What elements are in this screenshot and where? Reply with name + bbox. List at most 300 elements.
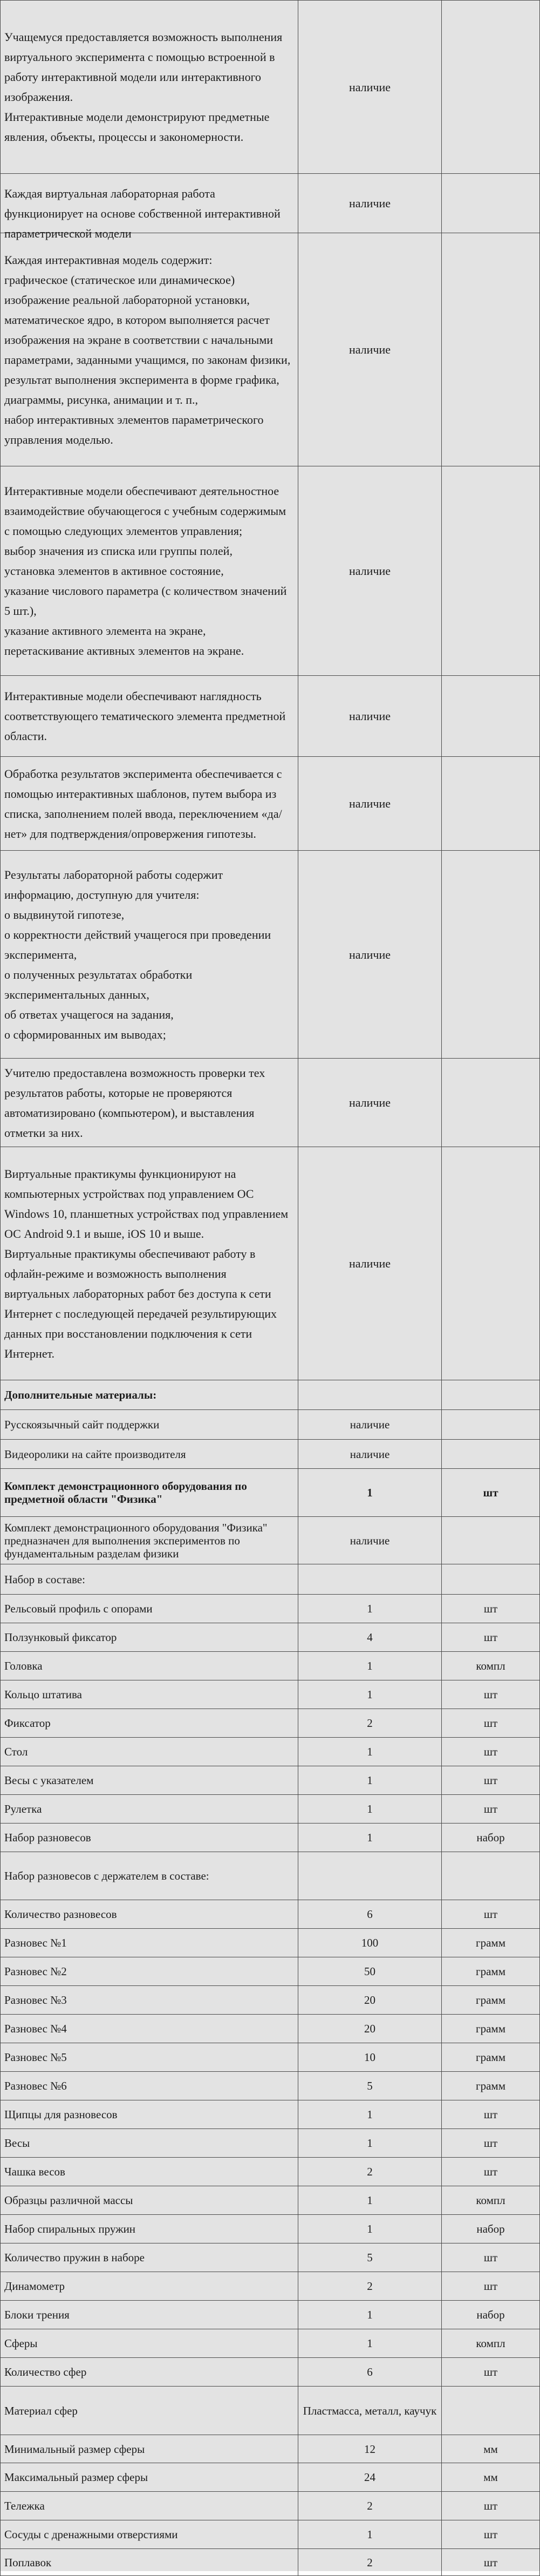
row-unit-cell xyxy=(442,2015,540,2043)
row-name-text: Поплавок xyxy=(4,2555,52,2569)
row-name-cell xyxy=(1,2129,298,2158)
row-value-cell xyxy=(298,2301,442,2329)
row-unit-text: грамм xyxy=(475,1994,505,2006)
row-value-text: 1 xyxy=(367,1745,373,1758)
row-name-text: Разновес №6 xyxy=(4,2079,67,2092)
row-value-cell xyxy=(298,2243,442,2272)
row-name-cell xyxy=(1,2435,298,2463)
row-value-text: 1 xyxy=(367,1802,373,1815)
row-value-cell xyxy=(298,1,442,174)
row-unit-cell xyxy=(442,233,540,466)
row-value-cell xyxy=(298,1059,442,1147)
table-row xyxy=(1,1709,540,1738)
row-name-cell xyxy=(1,2043,298,2072)
row-name-cell xyxy=(1,1680,298,1709)
row-value-text: 24 xyxy=(364,2471,375,2484)
row-value-cell xyxy=(298,1469,442,1517)
row-unit-text: грамм xyxy=(475,1965,505,1978)
row-value-cell xyxy=(298,1852,442,1900)
row-name-text: Материал сфер xyxy=(4,2404,78,2417)
row-unit-text: шт xyxy=(483,2528,498,2541)
row-name-cell xyxy=(1,2301,298,2329)
row-unit-text: шт xyxy=(483,2499,498,2512)
row-name-text: Весы с указателем xyxy=(4,1774,94,1787)
row-name-text: Разновес №2 xyxy=(4,1965,67,1978)
table-row xyxy=(1,2100,540,2129)
row-unit-cell xyxy=(442,1852,540,1900)
table-row xyxy=(1,2549,540,2576)
row-name-text: Количество пружин в наборе xyxy=(4,2251,145,2264)
row-unit-text: набор xyxy=(476,2222,505,2235)
row-unit-cell xyxy=(442,2301,540,2329)
row-unit-text: шт xyxy=(483,2251,498,2264)
table-row xyxy=(1,233,540,466)
row-value-cell xyxy=(298,2463,442,2492)
row-unit-cell xyxy=(442,1595,540,1623)
row-unit-cell xyxy=(442,2243,540,2272)
row-value-cell xyxy=(298,1680,442,1709)
row-unit-cell xyxy=(442,1410,540,1440)
table-row xyxy=(1,2243,540,2272)
table-row xyxy=(1,1929,540,1957)
table-row xyxy=(1,2463,540,2492)
row-value-text: 1 xyxy=(367,2337,373,2350)
row-value-text: наличие xyxy=(348,709,391,723)
row-name-cell xyxy=(1,1957,298,1986)
row-name-cell xyxy=(1,1795,298,1823)
row-value-text: 1 xyxy=(367,2194,373,2207)
table-row xyxy=(1,1986,540,2015)
table-row xyxy=(1,2492,540,2520)
row-value-cell xyxy=(298,2043,442,2072)
row-name-text: Русскоязычный сайт поддержки xyxy=(4,1418,160,1431)
table-row xyxy=(1,1380,540,1410)
row-value-cell xyxy=(298,1652,442,1680)
table-row xyxy=(1,851,540,1059)
row-unit-text: грамм xyxy=(475,2022,505,2035)
row-value-text: 50 xyxy=(364,1965,375,1978)
row-name-cell xyxy=(1,1623,298,1652)
row-value-cell xyxy=(298,1900,442,1929)
row-value-text: наличие xyxy=(348,196,391,210)
row-unit-text: шт xyxy=(483,1745,498,1758)
row-name-cell xyxy=(1,2100,298,2129)
table-row xyxy=(1,1823,540,1852)
row-name-text: Головка xyxy=(4,1659,43,1672)
row-name-text: Интерактивные модели обеспечивают наглядность соответствующего тематического элемента предметной области. xyxy=(4,689,286,743)
row-unit-text: шт xyxy=(483,2165,498,2178)
row-unit-text: грамм xyxy=(475,2079,505,2092)
row-name-cell xyxy=(1,1900,298,1929)
row-unit-cell xyxy=(442,1709,540,1738)
table-row xyxy=(1,1738,540,1766)
row-value-text: 2 xyxy=(367,2499,373,2512)
table-row xyxy=(1,2043,540,2072)
table-row xyxy=(1,2072,540,2100)
row-name-text: Тележка xyxy=(4,2499,45,2512)
row-value-cell xyxy=(298,1564,442,1595)
row-name-text: Каждая виртуальная лабораторная работа функционирует на основе собственной интерактивной параметрической модели xyxy=(4,186,281,240)
row-unit-text: шт xyxy=(483,1774,498,1787)
row-unit-cell xyxy=(442,1680,540,1709)
row-value-cell xyxy=(298,2329,442,2358)
table-row xyxy=(1,2358,540,2387)
table-row xyxy=(1,174,540,233)
row-value-cell xyxy=(298,1517,442,1564)
row-value-cell xyxy=(298,2435,442,2463)
row-name-cell xyxy=(1,1852,298,1900)
row-value-text: 2 xyxy=(367,2280,373,2293)
row-value-cell xyxy=(298,2387,442,2435)
row-name-cell xyxy=(1,1738,298,1766)
row-unit-cell xyxy=(442,2158,540,2186)
row-unit-cell xyxy=(442,174,540,233)
row-unit-cell xyxy=(442,676,540,757)
row-value-text: 1 xyxy=(367,1688,373,1701)
row-unit-cell xyxy=(442,1147,540,1380)
row-unit-cell xyxy=(442,1,540,174)
row-name-cell xyxy=(1,2215,298,2243)
row-unit-cell xyxy=(442,2272,540,2301)
row-value-text: наличие xyxy=(350,1418,390,1431)
row-name-text: Рулетка xyxy=(4,1802,42,1815)
row-name-text: Образцы различной массы xyxy=(4,2194,133,2207)
row-unit-cell xyxy=(442,2520,540,2549)
row-value-text: 5 xyxy=(367,2251,373,2264)
row-value-cell xyxy=(298,2272,442,2301)
row-unit-text: компл xyxy=(476,2194,505,2207)
row-name-cell xyxy=(1,2358,298,2387)
row-name-text: Виртуальные практикумы функционируют на компьютерных устройствах под управлением ОС Windows 10, планшетных устройствах под управлением ОС Android 9.1 и выше, iOS 10 и выше. Виртуальные практикумы обеспечивают работу в офлайн-режиме и возможность выполнения виртуальных лабораторных работ без доступа к сети Интернет с последующей передачей результирующих данных при восстановлении подключения к сети Интернет. xyxy=(4,1167,289,1360)
row-unit-cell xyxy=(442,2072,540,2100)
row-name-text: Сосуды с дренажными отверстиями xyxy=(4,2528,178,2541)
row-unit-text: шт xyxy=(483,2137,498,2150)
row-unit-text: компл xyxy=(476,2337,505,2350)
row-name-cell xyxy=(1,2186,298,2215)
row-value-text: 5 xyxy=(367,2079,373,2092)
row-value-text: 1 xyxy=(367,1774,373,1787)
row-name-cell xyxy=(1,2272,298,2301)
row-name-text: Разновес №5 xyxy=(4,2051,67,2064)
row-name-text: Учащемуся предоставляется возможность выполнения виртуального эксперимента с помощью встроенной в работу интерактивной модели или интерактивного изображения. Интерактивные модели демонстрируют предметные явления, объекты, процессы и закономерности. xyxy=(4,30,283,144)
row-value-cell xyxy=(298,2015,442,2043)
table-row xyxy=(1,2129,540,2158)
row-unit-cell xyxy=(442,1738,540,1766)
row-name-cell xyxy=(1,1823,298,1852)
table-row xyxy=(1,1766,540,1795)
row-value-cell xyxy=(298,1986,442,2015)
row-unit-cell xyxy=(442,2435,540,2463)
table-row xyxy=(1,1652,540,1680)
row-name-text: Сферы xyxy=(4,2337,38,2350)
row-unit-text: набор xyxy=(476,1831,505,1844)
table-row xyxy=(1,1469,540,1517)
table-row xyxy=(1,2387,540,2435)
row-name-text: Щипцы для разновесов xyxy=(4,2108,118,2121)
row-unit-text: шт xyxy=(483,1908,498,1921)
row-value-cell xyxy=(298,757,442,851)
row-name-cell xyxy=(1,174,298,240)
table-row xyxy=(1,2520,540,2549)
row-unit-cell xyxy=(442,2100,540,2129)
row-unit-cell xyxy=(442,1469,540,1517)
row-unit-text: шт xyxy=(483,1602,498,1615)
row-name-cell xyxy=(1,851,298,1059)
row-name-cell xyxy=(1,2015,298,2043)
table-row xyxy=(1,757,540,851)
row-name-text: Весы xyxy=(4,2137,30,2150)
row-unit-cell xyxy=(442,2129,540,2158)
row-value-text: 12 xyxy=(364,2442,375,2456)
row-value-cell xyxy=(298,2186,442,2215)
row-value-text: 6 xyxy=(367,2365,373,2378)
row-name-cell xyxy=(1,2072,298,2100)
row-unit-cell xyxy=(442,1380,540,1410)
row-name-cell xyxy=(1,2243,298,2272)
row-value-text: 20 xyxy=(364,2022,375,2035)
row-name-text: Разновес №1 xyxy=(4,1936,67,1949)
row-unit-cell xyxy=(442,757,540,851)
row-value-text: наличие xyxy=(348,947,391,961)
row-value-cell xyxy=(298,2492,442,2520)
row-value-cell xyxy=(298,2549,442,2576)
row-name-cell xyxy=(1,1766,298,1795)
row-name-text: Кольцо штатива xyxy=(4,1688,82,1701)
row-name-cell xyxy=(1,757,298,851)
table-row xyxy=(1,1623,540,1652)
row-value-cell xyxy=(298,2358,442,2387)
table-row xyxy=(1,1410,540,1440)
row-value-cell xyxy=(298,2520,442,2549)
row-value-cell xyxy=(298,1795,442,1823)
row-value-text: Пластмасса, металл, каучук xyxy=(303,2404,437,2417)
table-row xyxy=(1,1957,540,1986)
row-value-text: 10 xyxy=(364,2051,375,2064)
row-unit-cell xyxy=(442,851,540,1059)
row-name-text: Результаты лабораторной работы содержит информацию, доступную для учителя: о выдвинутой гипотезе, о корректности действий учащегося при проведении эксперимента, о полученных результатах обработки экспериментальных данных, об ответах учащегося на задания, о сформированных им выводах; xyxy=(4,867,271,1041)
row-unit-text: грамм xyxy=(475,2051,505,2064)
row-value-cell xyxy=(298,466,442,676)
row-name-text: Фиксатор xyxy=(4,1717,51,1730)
row-name-text: Обработка результатов эксперимента обеспечивается с помощью интерактивных шаблонов, путем выбора из списка, заполнением полей ввода, переключением «да/нет» для подтверждения/опровержения гипотезы. xyxy=(4,767,282,840)
row-name-text: Рельсовый профиль с опорами xyxy=(4,1602,153,1615)
row-value-cell xyxy=(298,676,442,757)
row-value-text: наличие xyxy=(350,1447,390,1461)
row-value-cell xyxy=(298,233,442,466)
row-name-text: Каждая интерактивная модель содержит: графическое (статическое или динамическое) изображение реальной лабораторной установки, математическое ядро, в котором выполняется расчет изображения на экране в соответствии с начальными параметрами, заданными учащимся, по законам физики, результат выполнения эксперимента в форме графика, диаграммы, рисунка, анимации и т. п., набор интерактивных элементов параметрического управления моделью. xyxy=(4,253,291,446)
row-value-cell xyxy=(298,851,442,1059)
row-unit-cell xyxy=(442,1900,540,1929)
row-value-text: наличие xyxy=(348,1257,391,1270)
row-value-text: 20 xyxy=(364,1994,375,2006)
row-unit-cell xyxy=(442,1564,540,1595)
table-row xyxy=(1,2158,540,2186)
row-name-cell xyxy=(1,2549,298,2576)
row-unit-text: шт xyxy=(483,2555,498,2569)
row-value-text: 100 xyxy=(361,1936,379,1949)
specification-table-body xyxy=(1,1,540,2576)
table-row xyxy=(1,1900,540,1929)
row-unit-cell xyxy=(442,2329,540,2358)
table-row xyxy=(1,1147,540,1380)
row-unit-cell xyxy=(442,2492,540,2520)
row-name-cell xyxy=(1,2492,298,2520)
table-row xyxy=(1,2186,540,2215)
table-row xyxy=(1,2215,540,2243)
row-unit-cell xyxy=(442,1957,540,1986)
row-name-cell xyxy=(1,1,298,174)
row-name-text: Комплект демонстрационного оборудования по предметной области "Физика" xyxy=(4,1480,247,1506)
table-row xyxy=(1,1795,540,1823)
row-unit-text: шт xyxy=(483,1688,498,1701)
row-name-cell xyxy=(1,1929,298,1957)
row-name-text: Набор разновесов с держателем в составе: xyxy=(4,1869,209,1882)
row-unit-cell xyxy=(442,1517,540,1564)
row-unit-cell xyxy=(442,2215,540,2243)
row-name-cell xyxy=(1,2463,298,2492)
row-value-cell xyxy=(298,2158,442,2186)
row-unit-text: мм xyxy=(483,2471,498,2484)
row-value-cell xyxy=(298,1440,442,1469)
row-name-text: Комплект демонстрационного оборудования "Физика" предназначен для выполнения экспериментов по фундаментальным разделам физики xyxy=(4,1521,268,1560)
row-value-cell xyxy=(298,1147,442,1380)
row-value-text: наличие xyxy=(348,797,391,810)
row-value-text: 1 xyxy=(367,2308,373,2321)
row-name-cell xyxy=(1,1410,298,1440)
row-name-text: Динамометр xyxy=(4,2280,65,2293)
row-name-text: Количество разновесов xyxy=(4,1908,117,1921)
row-name-cell xyxy=(1,233,298,466)
row-unit-text: шт xyxy=(483,1631,498,1644)
row-unit-cell xyxy=(442,2387,540,2435)
row-name-cell xyxy=(1,1652,298,1680)
row-value-text: 4 xyxy=(367,1631,373,1644)
row-name-text: Стол xyxy=(4,1745,28,1758)
row-name-cell xyxy=(1,1059,298,1147)
row-unit-cell xyxy=(442,1766,540,1795)
row-unit-cell xyxy=(442,1823,540,1852)
row-value-cell xyxy=(298,2129,442,2158)
row-value-cell xyxy=(298,174,442,233)
row-value-cell xyxy=(298,1766,442,1795)
row-unit-cell xyxy=(442,2358,540,2387)
row-value-text: 1 xyxy=(367,1602,373,1615)
row-value-text: наличие xyxy=(348,564,391,578)
row-unit-cell xyxy=(442,1652,540,1680)
row-value-cell xyxy=(298,1823,442,1852)
row-value-text: 1 xyxy=(367,1659,373,1672)
row-name-cell xyxy=(1,2329,298,2358)
row-unit-text: шт xyxy=(483,2365,498,2378)
row-unit-cell xyxy=(442,1795,540,1823)
row-value-text: 2 xyxy=(367,2555,373,2569)
row-name-cell xyxy=(1,2158,298,2186)
table-row xyxy=(1,2301,540,2329)
row-value-text: наличие xyxy=(348,1096,391,1109)
row-name-text: Видеоролики на сайте производителя xyxy=(4,1447,186,1461)
row-unit-text: шт xyxy=(483,1486,498,1499)
row-value-text: 2 xyxy=(367,1717,373,1730)
row-value-cell xyxy=(298,2215,442,2243)
row-name-text: Разновес №4 xyxy=(4,2022,67,2035)
row-value-text: 1 xyxy=(367,2108,373,2121)
row-name-cell xyxy=(1,2520,298,2549)
row-name-text: Разновес №3 xyxy=(4,1994,67,2006)
row-name-text: Учителю предоставлена возможность проверки тех результатов работы, которые не проверяются автоматизировано (компьютером), и выставления отметки за них. xyxy=(4,1066,265,1140)
row-unit-cell xyxy=(442,2463,540,2492)
table-row xyxy=(1,1564,540,1595)
table-row xyxy=(1,1680,540,1709)
row-value-cell xyxy=(298,2100,442,2129)
row-name-cell xyxy=(1,1709,298,1738)
row-name-text: Набор спиральных пружин xyxy=(4,2222,136,2235)
table-row xyxy=(1,2015,540,2043)
row-value-text: 2 xyxy=(367,2165,373,2178)
row-unit-text: шт xyxy=(483,2108,498,2121)
row-unit-cell xyxy=(442,1440,540,1469)
table-row xyxy=(1,1,540,174)
row-name-cell xyxy=(1,1440,298,1469)
row-value-text: наличие xyxy=(348,80,391,94)
row-unit-cell xyxy=(442,2549,540,2576)
row-name-text: Набор в составе: xyxy=(4,1572,85,1586)
row-name-cell xyxy=(1,2387,298,2435)
row-unit-cell xyxy=(442,2043,540,2072)
table-row xyxy=(1,1059,540,1147)
table-row xyxy=(1,2435,540,2463)
table-row xyxy=(1,466,540,676)
row-value-cell xyxy=(298,1380,442,1410)
row-unit-cell xyxy=(442,1986,540,2015)
row-value-cell xyxy=(298,1709,442,1738)
row-name-text: Блоки трения xyxy=(4,2308,70,2321)
row-value-cell xyxy=(298,1623,442,1652)
row-value-text: 1 xyxy=(367,2137,373,2150)
table-row xyxy=(1,1595,540,1623)
row-value-cell xyxy=(298,1595,442,1623)
row-value-text: 1 xyxy=(367,1831,373,1844)
row-value-text: наличие xyxy=(350,1534,390,1547)
row-unit-text: грамм xyxy=(475,1936,505,1949)
row-value-cell xyxy=(298,1929,442,1957)
row-value-text: 1 xyxy=(367,2528,373,2541)
table-row xyxy=(1,2329,540,2358)
row-name-text: Минимальный размер сферы xyxy=(4,2442,145,2456)
row-value-cell xyxy=(298,2072,442,2100)
row-value-text: наличие xyxy=(348,343,391,356)
row-unit-cell xyxy=(442,1929,540,1957)
row-name-cell xyxy=(1,1147,298,1380)
row-name-cell xyxy=(1,1517,298,1564)
row-value-text: 1 xyxy=(367,1486,373,1499)
row-unit-cell xyxy=(442,466,540,676)
row-unit-text: мм xyxy=(483,2442,498,2456)
row-value-cell xyxy=(298,1410,442,1440)
row-name-text: Дополнительные материалы: xyxy=(4,1388,157,1401)
row-value-text: 6 xyxy=(367,1908,373,1921)
row-name-text: Максимальный размер сферы xyxy=(4,2471,148,2484)
row-name-text: Набор разновесов xyxy=(4,1831,91,1844)
row-name-cell xyxy=(1,1469,298,1517)
table-row xyxy=(1,676,540,757)
row-name-text: Интерактивные модели обеспечивают деятельностное взаимодействие обучающегося с учебным содержимым с помощью следующих элементов управления; выбор значения из списка или группы полей, установка элементов в активное состояние, указание числового параметра (с количеством значений 5 шт.), указание активного элемента на экране, перетаскивание активных элементов на экране. xyxy=(4,484,287,657)
row-unit-cell xyxy=(442,2186,540,2215)
row-unit-text: шт xyxy=(483,2280,498,2293)
table-row xyxy=(1,1517,540,1564)
row-unit-text: шт xyxy=(483,1802,498,1815)
row-value-cell xyxy=(298,1738,442,1766)
row-name-cell xyxy=(1,466,298,676)
